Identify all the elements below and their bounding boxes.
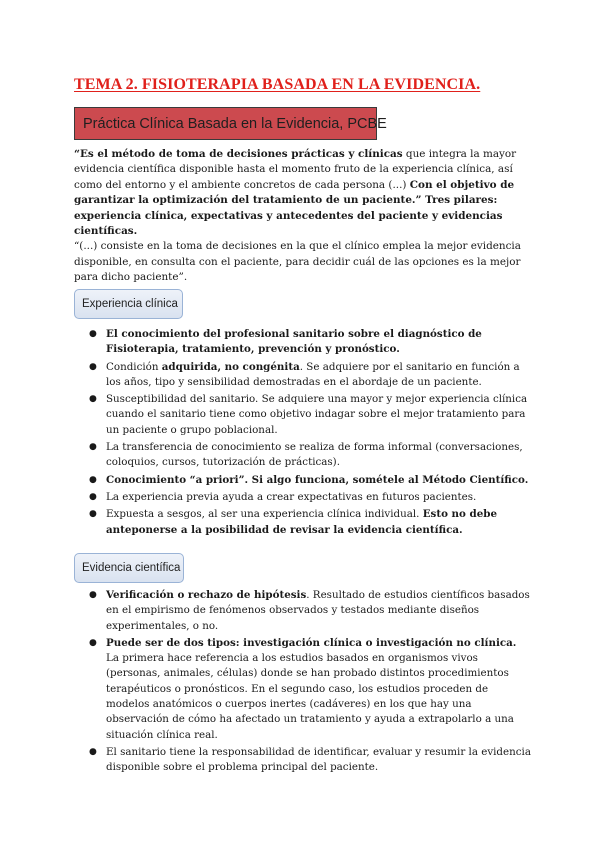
list-item: [74, 473, 532, 488]
intro-paragraph-1: [74, 147, 528, 239]
evidencia-cientifica-heading: Evidencia científica: [74, 553, 184, 583]
item-text: La experiencia previa ayuda a crear expectativas en futuros pacientes.: [106, 490, 477, 503]
intro-text-1: que integra la mayor evidencia científica disponible hasta el momento fruto de la experiencia clínica, así como del entorno y el ambiente concretos de cada persona (...): [74, 148, 517, 191]
list-item: [74, 360, 532, 391]
intro-text: [74, 147, 528, 286]
bullet-icon: ●: [89, 491, 97, 502]
list-item: [74, 392, 532, 438]
intro-bold-2: Con el objetivo de garantizar la optimización del tratamiento de un paciente.” Tres pilares: experiencia clínica, expectativas y antecedentes del paciente y evidencias científicas.: [74, 178, 515, 238]
bullet-icon: ●: [89, 474, 97, 485]
evidencia-list: [74, 588, 532, 778]
bullet-icon: ●: [89, 442, 97, 453]
bullet-icon: ●: [89, 637, 97, 648]
item-text: Susceptibilidad del sanitario. Se adquiere una mayor y mejor experiencia clínica cuando el sanitario tiene como objetivo indagar sobre el mejor tratamiento para un paciente o grupo poblacional.: [106, 393, 528, 436]
item-text: . Resultado de estudios científicos basados en el empirismo de fenómenos observados y testados mediante diseños experimentales, o no.: [106, 589, 530, 632]
experiencia-clinica-heading: Experiencia clínica: [74, 289, 183, 319]
list-item: [74, 588, 532, 634]
list-item: [74, 327, 532, 358]
item-text: . Se adquiere por el sanitario en función a los años, tipo y sensibilidad demostradas en el abordaje de un paciente.: [106, 360, 520, 388]
bullet-icon: ●: [89, 509, 97, 520]
list-item: [74, 745, 532, 776]
bullet-icon: ●: [89, 394, 97, 405]
item-text: Condición: [106, 360, 162, 373]
list-item: [74, 636, 532, 743]
intro-paragraph-2: “(...) consiste en la toma de decisiones en la que el clínico emplea la mejor evidencia disponible, en consulta con el paciente, para decidir cuál de las opciones es la mejor para dicho paciente”.: [74, 240, 521, 284]
bullet-icon: ●: [89, 361, 97, 372]
item-text: La transferencia de conocimiento se realiza de forma informal (conversaciones, coloquios, cursos, tutorización de prácticas).: [106, 441, 523, 469]
item-text: El sanitario tiene la responsabilidad de identificar, evaluar y resumir la evidencia disponible sobre el problema principal del paciente.: [106, 745, 531, 774]
item-bold: Conocimiento “a priori”. Si algo funciona, sométele al Método Científico.: [106, 473, 529, 486]
list-item: [74, 490, 532, 505]
item-text: Expuesta a sesgos, al ser una experiencia clínica individual.: [106, 508, 423, 521]
item-text: La primera hace referencia a los estudios basados en organismos vivos (personas, animales, células) donde se han probado distintos procedimientos terapéuticos o pronósticos. En el segundo caso, los estudios proceden de modelos anatómicos o cuerpos inertes (cadáveres) en los que hay una observación de cómo ha afectado un tratamiento y ayuda a extrapolarlo a una situación clínica real.: [106, 652, 514, 741]
experiencia-list: [74, 327, 532, 540]
item-bold: Esto no debe anteponerse a la posibilidad de revisar la evidencia científica.: [106, 508, 497, 536]
bullet-icon: ●: [89, 329, 97, 339]
item-bold: El conocimiento del profesional sanitario sobre el diagnóstico de Fisioterapia, tratamiento, prevención y pronóstico.: [106, 328, 482, 356]
bullet-icon: ●: [89, 746, 97, 757]
document-title: TEMA 2. FISIOTERAPIA BASADA EN LA EVIDENCIA.: [74, 76, 481, 93]
item-bold: Puede ser de dos tipos: investigación clínica o investigación no clínica.: [106, 636, 517, 649]
list-item: [74, 507, 532, 538]
item-bold: Verificación o rechazo de hipótesis: [106, 589, 307, 601]
bullet-icon: ●: [89, 590, 97, 600]
pcbe-heading-box: Práctica Clínica Basada en la Evidencia, PCBE: [74, 107, 377, 140]
list-item: [74, 440, 532, 471]
item-bold: adquirida, no congénita: [161, 360, 300, 373]
intro-bold-1: “Es el método de toma de decisiones prácticas y clínicas: [74, 148, 403, 160]
